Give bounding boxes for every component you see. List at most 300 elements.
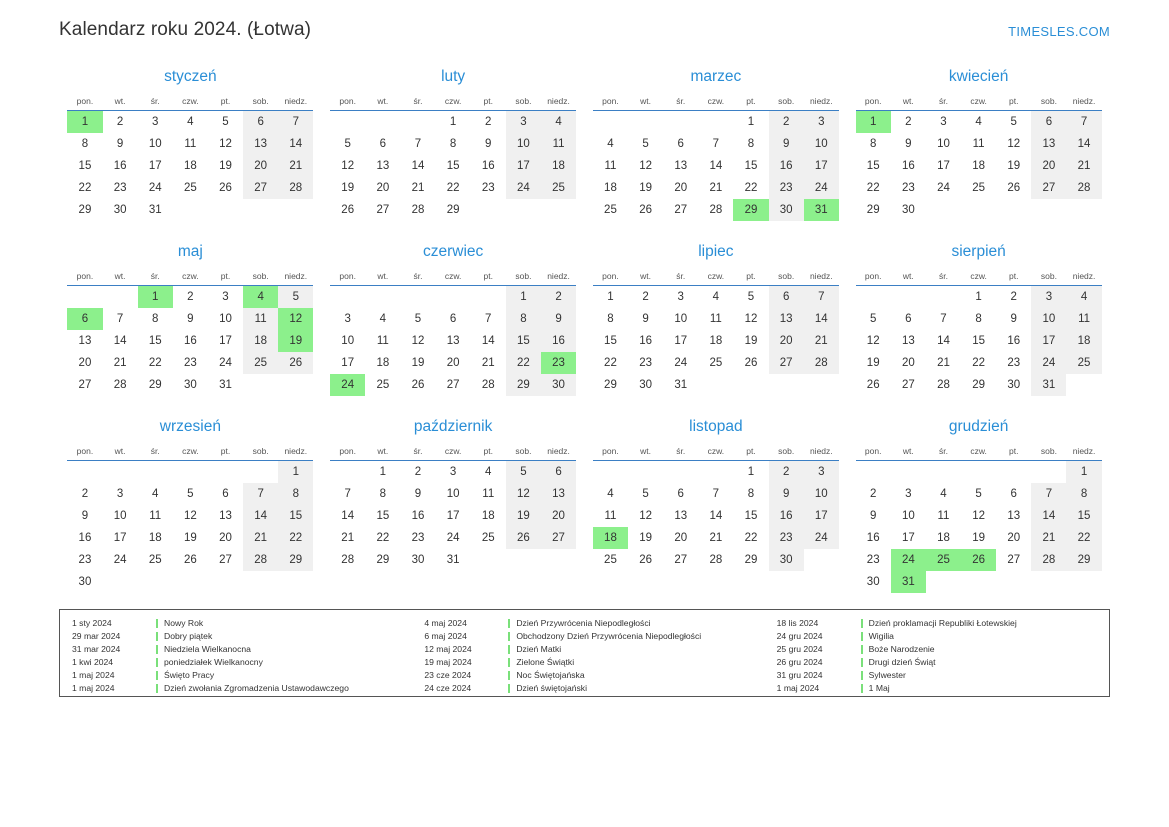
day-cell-weekend[interactable]: 28 — [243, 549, 278, 571]
day-cell[interactable]: 30 — [866, 575, 880, 588]
day-cell-weekend[interactable]: 4 — [541, 111, 576, 133]
day-cell[interactable]: 23 — [1007, 356, 1021, 369]
day-cell[interactable]: 14 — [481, 334, 495, 347]
day-cell-weekend[interactable]: 27 — [1031, 177, 1066, 199]
day-cell[interactable]: 10 — [219, 312, 232, 325]
day-cell[interactable]: 21 — [481, 356, 495, 369]
day-cell[interactable]: 10 — [937, 137, 950, 150]
day-cell-weekend[interactable]: 22 — [1066, 527, 1101, 549]
day-cell-weekend[interactable]: 7 — [278, 111, 313, 133]
day-cell[interactable]: 5 — [187, 487, 194, 500]
day-cell[interactable]: 8 — [449, 137, 457, 150]
day-cell-weekend[interactable]: 6 — [541, 461, 576, 483]
day-cell[interactable]: 5 — [414, 312, 422, 325]
day-cell-weekend[interactable]: 10 — [804, 483, 839, 505]
day-cell[interactable]: 15 — [376, 509, 390, 522]
day-cell-weekend[interactable]: 17 — [506, 155, 541, 177]
day-cell[interactable]: 10 — [901, 509, 915, 522]
day-cell[interactable]: 8 — [607, 312, 614, 325]
day-cell[interactable]: 16 — [901, 159, 915, 172]
day-cell[interactable]: 18 — [481, 509, 495, 522]
day-cell[interactable]: 28 — [481, 378, 495, 391]
day-cell-weekend[interactable]: 3 — [1031, 286, 1066, 308]
day-cell[interactable]: 12 — [183, 509, 197, 522]
day-cell[interactable]: 14 — [937, 334, 950, 347]
day-cell[interactable]: 8 — [379, 487, 387, 500]
day-cell[interactable]: 14 — [341, 509, 355, 522]
day-cell[interactable]: 24 — [148, 181, 162, 194]
day-cell-weekend[interactable]: 20 — [769, 330, 804, 352]
day-cell-weekend[interactable]: 4 — [1066, 286, 1101, 308]
day-cell-weekend[interactable]: 9 — [769, 133, 804, 155]
day-cell[interactable]: 21 — [341, 531, 355, 544]
day-cell-weekend[interactable]: 11 — [541, 133, 576, 155]
day-cell[interactable]: 16 — [411, 509, 425, 522]
day-cell[interactable]: 3 — [940, 115, 947, 128]
day-cell-weekend[interactable]: 7 — [1066, 111, 1101, 133]
day-cell[interactable]: 29 — [78, 203, 92, 216]
day-cell[interactable]: 20 — [446, 356, 460, 369]
day-cell[interactable]: 12 — [866, 334, 880, 347]
day-cell-weekend[interactable]: 20 — [541, 505, 576, 527]
day-cell[interactable]: 29 — [148, 378, 162, 391]
day-cell[interactable]: 13 — [674, 509, 688, 522]
day-cell[interactable]: 24 — [113, 553, 127, 566]
day-cell-weekend[interactable]: 16 — [769, 155, 804, 177]
day-cell-holiday[interactable]: 12 — [278, 308, 313, 330]
day-cell-weekend[interactable]: 13 — [541, 483, 576, 505]
day-cell[interactable]: 5 — [642, 487, 649, 500]
day-cell-weekend[interactable]: 6 — [769, 286, 804, 308]
day-cell[interactable]: 13 — [376, 159, 390, 172]
day-cell-weekend[interactable]: 7 — [243, 483, 278, 505]
day-cell[interactable]: 26 — [411, 378, 425, 391]
day-cell[interactable]: 16 — [78, 531, 92, 544]
day-cell[interactable]: 22 — [604, 356, 617, 369]
day-cell-weekend[interactable]: 24 — [1031, 352, 1066, 374]
day-cell[interactable]: 5 — [642, 137, 649, 150]
day-cell-weekend[interactable]: 25 — [243, 352, 278, 374]
day-cell[interactable]: 20 — [901, 356, 915, 369]
day-cell[interactable]: 4 — [152, 487, 159, 500]
day-cell-weekend[interactable]: 20 — [1031, 155, 1066, 177]
day-cell[interactable]: 26 — [639, 203, 652, 216]
day-cell-holiday[interactable]: 24 — [891, 549, 926, 571]
day-cell[interactable]: 24 — [446, 531, 460, 544]
day-cell-weekend[interactable]: 1 — [1066, 461, 1101, 483]
day-cell[interactable]: 26 — [1007, 181, 1021, 194]
day-cell[interactable]: 16 — [1007, 334, 1021, 347]
day-cell[interactable]: 21 — [411, 181, 425, 194]
day-cell-holiday[interactable]: 6 — [67, 308, 102, 330]
day-cell[interactable]: 3 — [344, 312, 351, 325]
day-cell[interactable]: 13 — [446, 334, 460, 347]
day-cell-weekend[interactable]: 15 — [278, 505, 313, 527]
day-cell[interactable]: 2 — [1010, 290, 1017, 303]
day-cell[interactable]: 3 — [677, 290, 684, 303]
day-cell-holiday[interactable]: 23 — [541, 352, 576, 374]
day-cell[interactable]: 25 — [183, 181, 197, 194]
day-cell[interactable]: 15 — [446, 159, 460, 172]
day-cell[interactable]: 29 — [972, 378, 986, 391]
day-cell-weekend[interactable]: 14 — [1066, 133, 1101, 155]
day-cell[interactable]: 14 — [709, 509, 723, 522]
day-cell[interactable]: 19 — [972, 531, 986, 544]
day-cell[interactable]: 6 — [677, 487, 684, 500]
day-cell[interactable]: 10 — [674, 312, 688, 325]
day-cell-weekend[interactable]: 25 — [1066, 352, 1101, 374]
day-cell[interactable]: 12 — [639, 509, 652, 522]
day-cell[interactable]: 2 — [187, 290, 194, 303]
day-cell[interactable]: 23 — [113, 181, 127, 194]
day-cell[interactable]: 7 — [712, 137, 720, 150]
day-cell-holiday[interactable]: 31 — [891, 571, 926, 593]
day-cell-weekend[interactable]: 3 — [804, 111, 839, 133]
day-cell[interactable]: 11 — [376, 334, 389, 347]
day-cell[interactable]: 2 — [905, 115, 912, 128]
day-cell[interactable]: 4 — [975, 115, 982, 128]
day-cell[interactable]: 17 — [148, 159, 162, 172]
day-cell[interactable]: 28 — [709, 553, 723, 566]
day-cell[interactable]: 14 — [411, 159, 425, 172]
day-cell[interactable]: 22 — [376, 531, 390, 544]
day-cell-holiday[interactable]: 24 — [330, 374, 365, 396]
day-cell[interactable]: 19 — [639, 531, 652, 544]
day-cell[interactable]: 9 — [414, 487, 422, 500]
day-cell-weekend[interactable]: 13 — [769, 308, 804, 330]
day-cell[interactable]: 14 — [113, 334, 127, 347]
day-cell-weekend[interactable]: 1 — [506, 286, 541, 308]
day-cell[interactable]: 12 — [341, 159, 355, 172]
day-cell[interactable]: 23 — [183, 356, 197, 369]
day-cell[interactable]: 23 — [639, 356, 652, 369]
day-cell-weekend[interactable]: 14 — [804, 308, 839, 330]
day-cell[interactable]: 27 — [446, 378, 460, 391]
day-cell[interactable]: 24 — [674, 356, 688, 369]
day-cell[interactable]: 29 — [376, 553, 390, 566]
day-cell[interactable]: 27 — [219, 553, 232, 566]
day-cell-holiday[interactable]: 25 — [926, 549, 961, 571]
day-cell[interactable]: 21 — [709, 531, 723, 544]
day-cell-weekend[interactable]: 16 — [541, 330, 576, 352]
day-cell-weekend[interactable]: 12 — [506, 483, 541, 505]
day-cell[interactable]: 22 — [866, 181, 880, 194]
day-cell[interactable]: 15 — [604, 334, 617, 347]
day-cell[interactable]: 30 — [901, 203, 915, 216]
day-cell[interactable]: 7 — [344, 487, 351, 500]
day-cell-holiday[interactable]: 31 — [804, 199, 839, 221]
day-cell[interactable]: 8 — [747, 487, 755, 500]
day-cell[interactable]: 17 — [901, 531, 915, 544]
day-cell[interactable]: 12 — [219, 137, 232, 150]
day-cell[interactable]: 25 — [376, 378, 390, 391]
day-cell-weekend[interactable]: 14 — [243, 505, 278, 527]
day-cell[interactable]: 29 — [744, 553, 758, 566]
day-cell[interactable]: 30 — [639, 378, 652, 391]
day-cell[interactable]: 28 — [937, 378, 950, 391]
day-cell[interactable]: 11 — [149, 509, 162, 522]
day-cell-weekend[interactable]: 26 — [278, 352, 313, 374]
day-cell[interactable]: 15 — [148, 334, 162, 347]
day-cell-holiday[interactable]: 1 — [138, 286, 173, 308]
day-cell-weekend[interactable]: 23 — [769, 527, 804, 549]
day-cell[interactable]: 20 — [78, 356, 92, 369]
day-cell[interactable]: 27 — [674, 553, 688, 566]
day-cell[interactable]: 3 — [116, 487, 124, 500]
day-cell-weekend[interactable]: 9 — [541, 308, 576, 330]
day-cell[interactable]: 15 — [744, 159, 758, 172]
day-cell[interactable]: 26 — [341, 203, 355, 216]
day-cell[interactable]: 19 — [219, 159, 232, 172]
day-cell[interactable]: 30 — [78, 575, 92, 588]
day-cell[interactable]: 16 — [639, 334, 652, 347]
day-cell[interactable]: 13 — [78, 334, 92, 347]
day-cell-weekend[interactable]: 15 — [506, 330, 541, 352]
day-cell[interactable]: 1 — [747, 115, 755, 128]
day-cell[interactable]: 4 — [379, 312, 387, 325]
day-cell[interactable]: 7 — [116, 312, 124, 325]
day-cell[interactable]: 10 — [446, 487, 460, 500]
day-cell[interactable]: 18 — [709, 334, 723, 347]
day-cell[interactable]: 8 — [81, 137, 89, 150]
day-cell[interactable]: 27 — [901, 378, 915, 391]
day-cell[interactable]: 15 — [744, 509, 758, 522]
day-cell[interactable]: 2 — [81, 487, 89, 500]
day-cell-weekend[interactable]: 8 — [506, 308, 541, 330]
day-cell[interactable]: 19 — [639, 181, 652, 194]
day-cell[interactable]: 21 — [937, 356, 950, 369]
day-cell[interactable]: 1 — [449, 115, 457, 128]
day-cell-weekend[interactable]: 14 — [278, 133, 313, 155]
day-cell[interactable]: 31 — [148, 203, 162, 216]
day-cell[interactable]: 28 — [709, 203, 723, 216]
day-cell-weekend[interactable]: 6 — [243, 111, 278, 133]
day-cell-weekend[interactable]: 24 — [804, 177, 839, 199]
day-cell[interactable]: 4 — [712, 290, 720, 303]
day-cell-weekend[interactable]: 28 — [1066, 177, 1101, 199]
day-cell-weekend[interactable]: 10 — [1031, 308, 1066, 330]
day-cell[interactable]: 5 — [869, 312, 877, 325]
day-cell-weekend[interactable]: 16 — [769, 505, 804, 527]
day-cell[interactable]: 22 — [744, 181, 758, 194]
day-cell[interactable]: 27 — [78, 378, 92, 391]
day-cell-weekend[interactable]: 7 — [804, 286, 839, 308]
day-cell[interactable]: 11 — [709, 312, 722, 325]
day-cell[interactable]: 25 — [972, 181, 986, 194]
day-cell-weekend[interactable]: 15 — [1066, 505, 1101, 527]
day-cell[interactable]: 17 — [341, 356, 355, 369]
day-cell[interactable]: 29 — [446, 203, 460, 216]
day-cell-weekend[interactable]: 17 — [1031, 330, 1066, 352]
day-cell-weekend[interactable]: 10 — [506, 133, 541, 155]
day-cell-weekend[interactable]: 21 — [1066, 155, 1101, 177]
day-cell[interactable]: 30 — [183, 378, 197, 391]
day-cell[interactable]: 12 — [1007, 137, 1021, 150]
day-cell[interactable]: 13 — [219, 509, 232, 522]
day-cell-holiday[interactable]: 1 — [67, 111, 102, 133]
day-cell[interactable]: 28 — [341, 553, 355, 566]
day-cell[interactable]: 11 — [604, 159, 617, 172]
day-cell[interactable]: 30 — [411, 553, 425, 566]
day-cell-weekend[interactable]: 7 — [1031, 483, 1066, 505]
day-cell[interactable]: 9 — [905, 137, 912, 150]
day-cell[interactable]: 21 — [113, 356, 127, 369]
day-cell[interactable]: 9 — [116, 137, 124, 150]
day-cell-weekend[interactable]: 10 — [804, 133, 839, 155]
day-cell[interactable]: 12 — [972, 509, 986, 522]
day-cell[interactable]: 2 — [642, 290, 649, 303]
day-cell[interactable]: 27 — [376, 203, 390, 216]
site-brand[interactable]: TIMESLES.COM — [1008, 24, 1110, 39]
day-cell-holiday[interactable]: 29 — [733, 199, 768, 221]
day-cell[interactable]: 17 — [937, 159, 950, 172]
day-cell-weekend[interactable]: 29 — [1066, 549, 1101, 571]
day-cell[interactable]: 15 — [972, 334, 986, 347]
day-cell[interactable]: 2 — [485, 115, 492, 128]
day-cell[interactable]: 20 — [674, 531, 688, 544]
day-cell[interactable]: 2 — [116, 115, 124, 128]
day-cell[interactable]: 7 — [712, 487, 720, 500]
day-cell[interactable]: 8 — [869, 137, 877, 150]
day-cell[interactable]: 27 — [674, 203, 688, 216]
day-cell-weekend[interactable]: 21 — [1031, 527, 1066, 549]
day-cell[interactable]: 17 — [219, 334, 232, 347]
day-cell[interactable]: 22 — [972, 356, 986, 369]
day-cell[interactable]: 6 — [677, 137, 684, 150]
day-cell[interactable]: 22 — [446, 181, 460, 194]
day-cell[interactable]: 26 — [744, 356, 758, 369]
day-cell[interactable]: 25 — [604, 553, 617, 566]
day-cell[interactable]: 7 — [414, 137, 422, 150]
day-cell[interactable]: 22 — [148, 356, 162, 369]
day-cell-weekend[interactable]: 28 — [1031, 549, 1066, 571]
day-cell-weekend[interactable]: 27 — [243, 177, 278, 199]
day-cell[interactable]: 25 — [709, 356, 723, 369]
day-cell[interactable]: 26 — [183, 553, 197, 566]
day-cell[interactable]: 20 — [674, 181, 688, 194]
day-cell[interactable]: 30 — [113, 203, 127, 216]
day-cell[interactable]: 18 — [376, 356, 390, 369]
day-cell-weekend[interactable]: 29 — [506, 374, 541, 396]
day-cell[interactable]: 19 — [183, 531, 197, 544]
day-cell[interactable]: 20 — [1007, 531, 1021, 544]
day-cell-weekend[interactable]: 11 — [243, 308, 278, 330]
day-cell[interactable]: 22 — [744, 531, 758, 544]
day-cell[interactable]: 5 — [975, 487, 982, 500]
day-cell[interactable]: 19 — [341, 181, 355, 194]
day-cell[interactable]: 13 — [674, 159, 688, 172]
day-cell[interactable]: 11 — [184, 137, 197, 150]
day-cell[interactable]: 24 — [937, 181, 950, 194]
day-cell[interactable]: 29 — [866, 203, 880, 216]
day-cell-holiday[interactable]: 1 — [856, 111, 891, 133]
day-cell[interactable]: 18 — [183, 159, 197, 172]
day-cell[interactable]: 9 — [1010, 312, 1017, 325]
day-cell[interactable]: 18 — [937, 531, 950, 544]
day-cell[interactable]: 9 — [81, 509, 89, 522]
day-cell[interactable]: 23 — [78, 553, 92, 566]
day-cell[interactable]: 14 — [709, 159, 723, 172]
day-cell[interactable]: 13 — [1007, 509, 1021, 522]
day-cell-holiday[interactable]: 26 — [961, 549, 996, 571]
day-cell[interactable]: 3 — [905, 487, 912, 500]
day-cell-weekend[interactable]: 27 — [541, 527, 576, 549]
day-cell[interactable]: 6 — [379, 137, 387, 150]
day-cell-weekend[interactable]: 14 — [1031, 505, 1066, 527]
day-cell[interactable]: 10 — [341, 334, 355, 347]
day-cell[interactable]: 8 — [152, 312, 159, 325]
day-cell[interactable]: 18 — [148, 531, 162, 544]
day-cell[interactable]: 11 — [604, 509, 617, 522]
day-cell[interactable]: 23 — [481, 181, 495, 194]
day-cell[interactable]: 27 — [1007, 553, 1021, 566]
day-cell-weekend[interactable]: 6 — [1031, 111, 1066, 133]
day-cell[interactable]: 18 — [604, 181, 617, 194]
day-cell[interactable]: 9 — [485, 137, 492, 150]
day-cell[interactable]: 15 — [78, 159, 92, 172]
day-cell-weekend[interactable]: 22 — [506, 352, 541, 374]
day-cell-weekend[interactable]: 28 — [804, 352, 839, 374]
day-cell-weekend[interactable]: 1 — [278, 461, 313, 483]
day-cell-weekend[interactable]: 23 — [769, 177, 804, 199]
day-cell-weekend[interactable]: 19 — [506, 505, 541, 527]
day-cell-weekend[interactable]: 11 — [1066, 308, 1101, 330]
day-cell[interactable]: 26 — [866, 378, 880, 391]
day-cell[interactable]: 16 — [183, 334, 197, 347]
day-cell[interactable]: 3 — [449, 465, 457, 478]
day-cell[interactable]: 1 — [607, 290, 614, 303]
day-cell[interactable]: 7 — [940, 312, 947, 325]
day-cell[interactable]: 26 — [219, 181, 232, 194]
day-cell[interactable]: 17 — [674, 334, 688, 347]
day-cell[interactable]: 19 — [1007, 159, 1021, 172]
day-cell[interactable]: 22 — [78, 181, 92, 194]
day-cell[interactable]: 31 — [446, 553, 460, 566]
day-cell[interactable]: 25 — [481, 531, 495, 544]
day-cell-weekend[interactable]: 18 — [243, 330, 278, 352]
day-cell[interactable]: 2 — [414, 465, 422, 478]
day-cell[interactable]: 12 — [744, 312, 758, 325]
day-cell[interactable]: 6 — [905, 312, 912, 325]
day-cell-weekend[interactable]: 30 — [541, 374, 576, 396]
day-cell[interactable]: 12 — [411, 334, 425, 347]
day-cell[interactable]: 31 — [674, 378, 688, 391]
day-cell[interactable]: 19 — [411, 356, 425, 369]
day-cell[interactable]: 25 — [604, 203, 617, 216]
day-cell-weekend[interactable]: 18 — [541, 155, 576, 177]
day-cell-weekend[interactable]: 29 — [278, 549, 313, 571]
day-cell[interactable]: 5 — [344, 137, 351, 150]
day-cell-weekend[interactable]: 21 — [243, 527, 278, 549]
day-cell-weekend[interactable]: 21 — [804, 330, 839, 352]
day-cell[interactable]: 4 — [607, 137, 614, 150]
day-cell-weekend[interactable]: 21 — [278, 155, 313, 177]
day-cell[interactable]: 6 — [449, 312, 457, 325]
day-cell-holiday[interactable]: 4 — [243, 286, 278, 308]
day-cell[interactable]: 16 — [113, 159, 127, 172]
day-cell[interactable]: 26 — [639, 553, 652, 566]
day-cell[interactable]: 31 — [219, 378, 232, 391]
day-cell[interactable]: 11 — [972, 137, 985, 150]
day-cell[interactable]: 23 — [411, 531, 425, 544]
day-cell[interactable]: 1 — [379, 465, 387, 478]
day-cell[interactable]: 2 — [869, 487, 877, 500]
day-cell-weekend[interactable]: 17 — [804, 155, 839, 177]
day-cell[interactable]: 25 — [148, 553, 162, 566]
day-cell-weekend[interactable]: 5 — [278, 286, 313, 308]
day-cell[interactable]: 16 — [866, 531, 880, 544]
day-cell[interactable]: 9 — [642, 312, 649, 325]
